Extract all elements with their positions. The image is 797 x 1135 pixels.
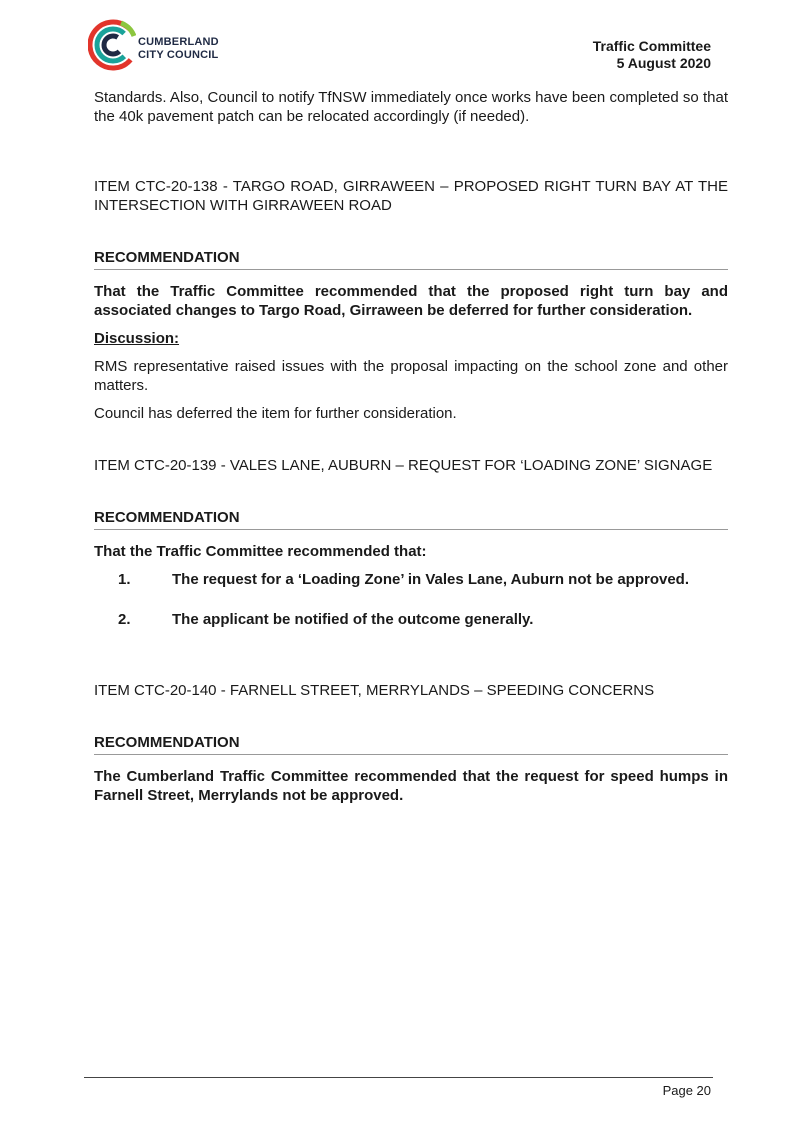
list-item-text: The request for a ‘Loading Zone’ in Vales Lane, Auburn not be approved.	[172, 571, 690, 588]
item-138-recommendation: That the Traffic Committee recommended that the proposed right turn bay and associated changes to Targo Road, Girraween be deferred for further consideration.	[94, 283, 728, 319]
item-138-discussion-2: Council has deferred the item for further consideration.	[94, 405, 457, 422]
council-logo-icon	[88, 14, 136, 72]
list-item-text: The applicant be notified of the outcome generally.	[172, 611, 534, 628]
item-139-heading: ITEM CTC-20-139 - VALES LANE, AUBURN – REQUEST FOR ‘LOADING ZONE’ SIGNAGE	[94, 457, 713, 474]
list-item	[94, 570, 728, 589]
logo-line1: CUMBERLAND	[138, 36, 219, 48]
item-138-discussion-label: Discussion:	[94, 330, 180, 347]
document-body	[94, 88, 728, 805]
item-138-heading: ITEM CTC-20-138 - TARGO ROAD, GIRRAWEEN – PROPOSED RIGHT TURN BAY AT THE INTERSECTION WITH GIRRAWEEN ROAD	[94, 178, 728, 214]
item-138-recommendation-heading: RECOMMENDATION	[94, 248, 728, 270]
list-item-number: 1.	[118, 571, 131, 588]
item-140-recommendation-heading: RECOMMENDATION	[94, 733, 728, 755]
committee-name: Traffic Committee	[592, 38, 711, 54]
item-139-recommendation-list	[94, 570, 728, 629]
logo-line2: CITY COUNCIL	[138, 49, 219, 61]
meeting-date: 5 August 2020	[616, 55, 711, 71]
list-item-number: 2.	[118, 611, 131, 628]
item-140-recommendation: The Cumberland Traffic Committee recommended that the request for speed humps in Farnell Street, Merrylands not be approved.	[94, 768, 728, 804]
list-item	[94, 610, 728, 629]
page-header	[593, 38, 711, 72]
council-logo	[88, 14, 238, 76]
intro-paragraph: Standards. Also, Council to notify TfNSW immediately once works have been completed so that the 40k pavement patch can be relocated accordingly (if needed).	[94, 89, 728, 125]
page-number: Page 20	[662, 1083, 711, 1098]
logo-text	[138, 36, 219, 62]
item-138-discussion-1: RMS representative raised issues with the proposal impacting on the school zone and other matters.	[94, 358, 728, 394]
footer-divider	[84, 1077, 713, 1078]
item-139-recommendation-heading: RECOMMENDATION	[94, 508, 728, 530]
item-140-heading: ITEM CTC-20-140 - FARNELL STREET, MERRYLANDS – SPEEDING CONCERNS	[94, 682, 655, 699]
item-139-recommendation-intro: That the Traffic Committee recommended that:	[94, 543, 427, 560]
